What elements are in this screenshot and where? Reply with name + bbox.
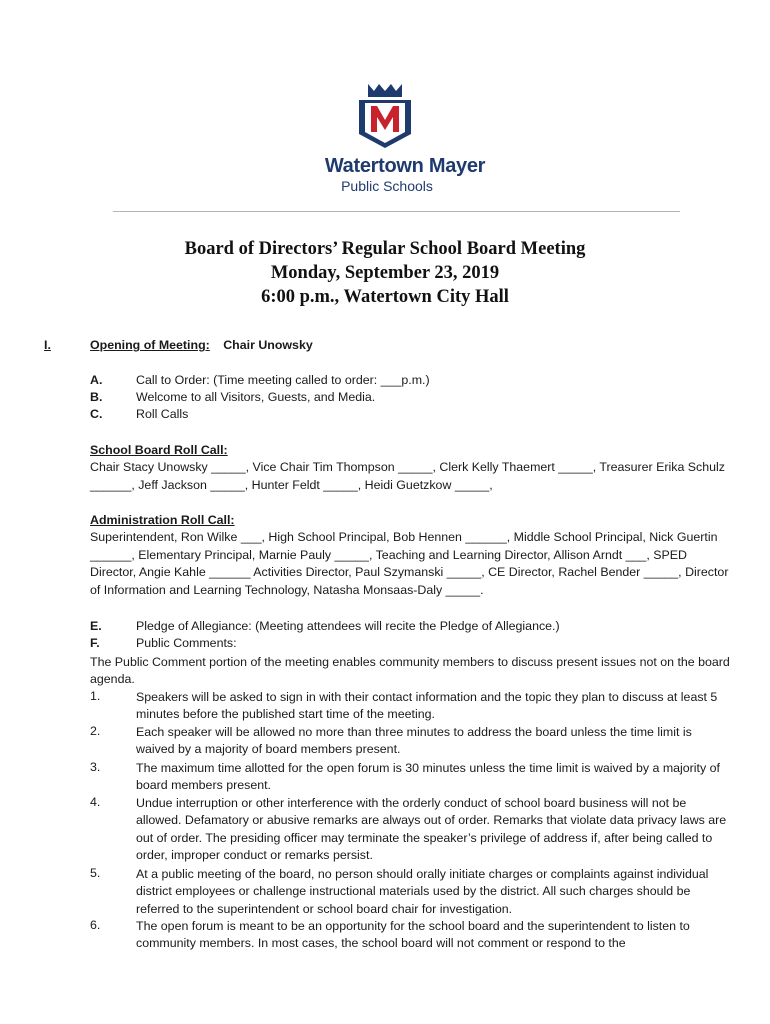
board-roll-text: Chair Stacy Unowsky _____, Vice Chair Tim Thompson _____, Clerk Kelly Thaemert _____, Treasurer Erika Schulz ______, Jeff Jackson _____, Hunter Feldt _____, Heidi Guetzkow _____, bbox=[90, 460, 725, 492]
section-number: I. bbox=[44, 338, 51, 352]
header-divider bbox=[113, 211, 680, 212]
school-logo bbox=[0, 82, 770, 150]
title-line-3: 6:00 p.m., Watertown City Hall bbox=[261, 287, 509, 307]
item-pledge: Pledge of Allegiance: (Meeting attendees will recite the Pledge of Allegiance.) bbox=[136, 619, 560, 633]
org-name: Watertown Mayer bbox=[324, 155, 486, 177]
section-heading bbox=[90, 338, 313, 352]
list-item-number: 2. bbox=[90, 724, 101, 738]
org-subtitle: Public Schools bbox=[341, 178, 433, 194]
public-comment-intro: The Public Comment portion of the meeting enables community members to discuss present issues not on the board agenda. bbox=[90, 655, 730, 687]
admin-roll-text: Superintendent, Ron Wilke ___, High School Principal, Bob Hennen ______, Middle School Principal, Nick Guertin ______, Elementary Principal, Marnie Pauly _____, Teaching and Learning Director, Allison Arndt ___, SPED Director, Angie Kahle ______ Activities Director, Paul Szymanski _____, CE Director, Rachel Bender _____, Director of Information and Learning Technology, Natasha Monsaas-Daly _____. bbox=[90, 530, 729, 597]
admin-roll-call bbox=[90, 512, 730, 599]
crown-shield-logo-icon bbox=[355, 82, 415, 150]
list-item-number: 6. bbox=[90, 918, 101, 932]
item-roll-calls: Roll Calls bbox=[136, 407, 189, 421]
list-item-number: 4. bbox=[90, 795, 101, 809]
item-label-e: E. bbox=[90, 619, 102, 633]
admin-roll-heading: Administration Roll Call: bbox=[90, 513, 235, 527]
item-label-c: C. bbox=[90, 407, 103, 421]
title-line-2: Monday, September 23, 2019 bbox=[270, 263, 500, 283]
board-roll-heading: School Board Roll Call: bbox=[90, 443, 228, 457]
item-call-to-order: Call to Order: (Time meeting called to order: ___p.m.) bbox=[136, 373, 430, 387]
list-item-text: The open forum is meant to be an opportunity for the school board and the superintendent to listen to community members. In most cases, the school board will not comment or respond to the bbox=[136, 919, 690, 951]
list-item-text: Speakers will be asked to sign in with their contact information and the topic they plan to discuss at least 5 minutes before the published start time of the meeting. bbox=[136, 690, 718, 722]
list-item-number: 1. bbox=[90, 689, 101, 703]
item-public-comments: Public Comments: bbox=[136, 636, 237, 650]
list-item-text: Each speaker will be allowed no more than three minutes to address the board unless the time limit is waived by a majority of board members present. bbox=[136, 725, 692, 757]
title-line-1: Board of Directors’ Regular School Board Meeting bbox=[184, 239, 586, 259]
meeting-title bbox=[0, 237, 770, 309]
section-heading-text: Opening of Meeting: bbox=[90, 338, 210, 352]
section-chair: Chair Unowsky bbox=[223, 338, 313, 352]
item-label-a: A. bbox=[90, 373, 103, 387]
list-item-text: The maximum time allotted for the open forum is 30 minutes unless the time limit is waived by a majority of board members present. bbox=[136, 761, 720, 793]
list-item-number: 5. bbox=[90, 866, 101, 880]
list-item-number: 3. bbox=[90, 760, 101, 774]
board-roll-call bbox=[90, 442, 730, 494]
list-item-text: At a public meeting of the board, no person should orally initiate charges or complaints against individual district employees or challenge instructional materials used by the district. All such charges should be referred to the superintendent or school board chair for investigation. bbox=[136, 867, 709, 916]
item-label-b: B. bbox=[90, 390, 103, 404]
item-welcome: Welcome to all Visitors, Guests, and Media. bbox=[136, 390, 376, 404]
item-label-f: F. bbox=[90, 636, 100, 650]
list-item-text: Undue interruption or other interference with the orderly conduct of school board business will not be allowed. Defamatory or abusive remarks are always out of order. Remarks that violate data privacy laws are out of order. The presiding officer may terminate the speaker’s privilege of address if, after being called to order, improper conduct or remarks persist. bbox=[136, 796, 727, 863]
